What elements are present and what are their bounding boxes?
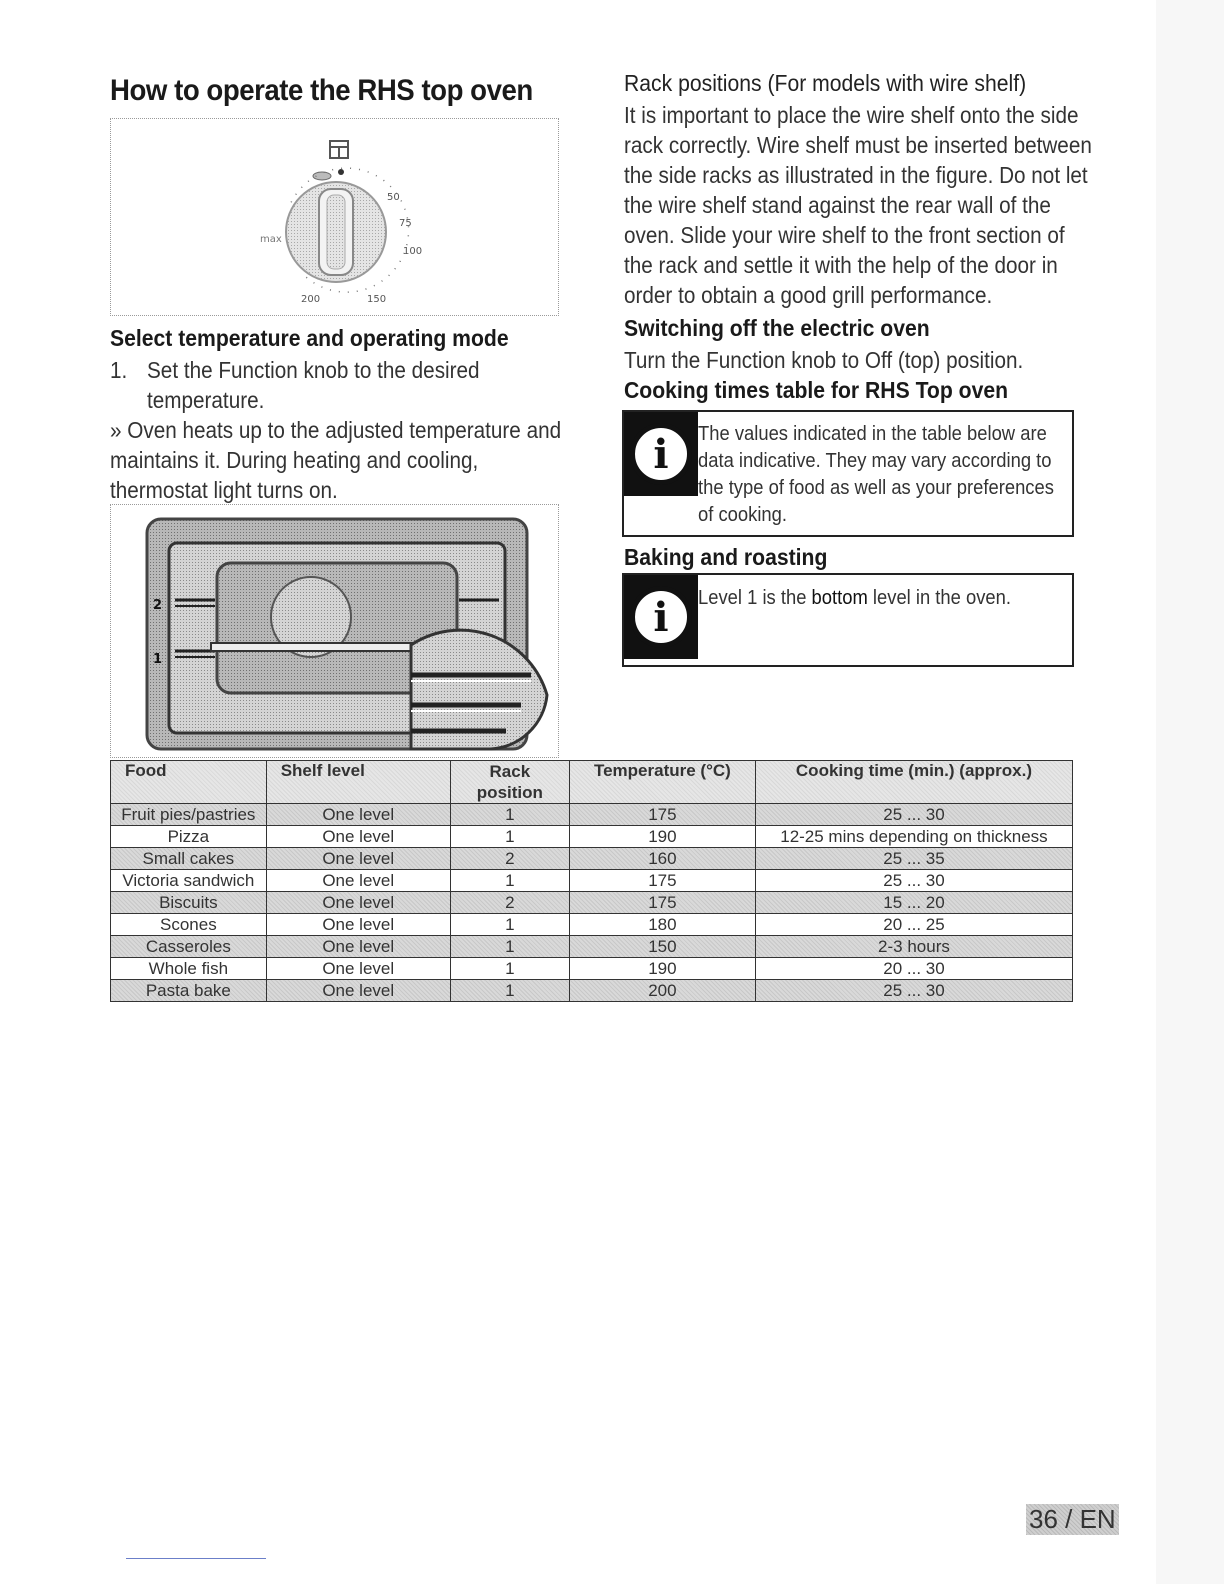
- table-cell: 2: [450, 848, 569, 870]
- table-cell: Scones: [111, 914, 267, 936]
- table-cell: 150: [569, 936, 755, 958]
- col-header-food: Food: [111, 761, 267, 804]
- table-row: [111, 848, 1073, 870]
- info-icon: i: [624, 575, 698, 659]
- table-cell: 12-25 mins depending on thickness: [755, 826, 1072, 848]
- page-title: How to operate the RHS top oven: [110, 74, 533, 107]
- table-row: [111, 870, 1073, 892]
- table-cell: Whole fish: [111, 958, 267, 980]
- knob-marker-icon: [338, 169, 344, 175]
- table-cell: One level: [266, 958, 450, 980]
- table-cell: One level: [266, 936, 450, 958]
- table-cell: 1: [450, 980, 569, 1002]
- page-edge: [1156, 0, 1224, 1584]
- label-150: 150: [367, 294, 387, 305]
- table-cell: Pasta bake: [111, 980, 267, 1002]
- step-number: 1.: [110, 357, 128, 383]
- table-row: [111, 892, 1073, 914]
- table-cell: 1: [450, 804, 569, 826]
- rack-level-2-label: 2: [153, 598, 163, 613]
- table-cell: 20 ... 30: [755, 958, 1072, 980]
- table-cell: Pizza: [111, 826, 267, 848]
- table-cell: 175: [569, 892, 755, 914]
- step-1-text: Set the Function knob to the desired temperature.: [147, 357, 480, 413]
- baking-roasting-heading: Baking and roasting: [624, 544, 828, 570]
- table-row: [111, 804, 1073, 826]
- table-cell: 200: [569, 980, 755, 1002]
- table-cell: 25 ... 30: [755, 980, 1072, 1002]
- info-box-level: [622, 573, 1074, 667]
- table-cell: Fruit pies/pastries: [111, 804, 267, 826]
- footer-divider: [126, 1558, 266, 1559]
- rack-level-1-label: 1: [153, 652, 163, 667]
- info-box-values: [622, 410, 1074, 537]
- switching-off-heading: Switching off the electric oven: [624, 315, 930, 341]
- table-cell: 180: [569, 914, 755, 936]
- select-temperature-heading: Select temperature and operating mode: [110, 325, 509, 351]
- table-row: [111, 826, 1073, 848]
- table-cell: One level: [266, 892, 450, 914]
- table-cell: 1: [450, 914, 569, 936]
- col-header-temperature: Temperature (°C): [569, 761, 755, 804]
- table-row: [111, 936, 1073, 958]
- table-cell: 2: [450, 892, 569, 914]
- table-cell: 2-3 hours: [755, 936, 1072, 958]
- table-cell: One level: [266, 848, 450, 870]
- info-values-text: The values indicated in the table below are data indicative. They may vary according to the type of food as well as your preferences of cooking.: [698, 423, 1054, 526]
- col-header-rack: Rack position: [450, 761, 569, 804]
- cooking-table-heading: Cooking times table for RHS Top oven: [624, 377, 1009, 403]
- table-cell: 1: [450, 870, 569, 892]
- table-cell: Victoria sandwich: [111, 870, 267, 892]
- rack-positions-text: It is important to place the wire shelf onto the side rack correctly. Wire shelf must be inserted between the side racks as illustrated in the figure. Do not let the wire shelf stand against the rear wall of the oven. Slide your wire shelf to the front section of the rack and settle it with the help of the door in order to obtain a good grill performance.: [624, 102, 1092, 308]
- table-cell: 1: [450, 826, 569, 848]
- table-cell: Biscuits: [111, 892, 267, 914]
- table-cell: 160: [569, 848, 755, 870]
- table-cell: 20 ... 25: [755, 914, 1072, 936]
- label-100: 100: [403, 246, 423, 257]
- label-75: 75: [399, 218, 412, 229]
- col-header-shelf: Shelf level: [266, 761, 450, 804]
- page-number: 36 / EN: [1026, 1504, 1119, 1535]
- table-cell: 190: [569, 826, 755, 848]
- oven-rack-figure: [110, 504, 559, 758]
- col-header-time: Cooking time (min.) (approx.): [755, 761, 1072, 804]
- function-knob-figure: [110, 118, 559, 316]
- info-level-text: Level 1 is the bottom level in the oven.: [698, 587, 1012, 609]
- result-text: » Oven heats up to the adjusted temperature and maintains it. During heating and cooling, thermostat light turns on.: [110, 417, 562, 503]
- label-200: 200: [301, 294, 321, 305]
- oven-rack-illustration: [111, 505, 558, 757]
- function-knob-illustration: [111, 119, 558, 315]
- table-cell: One level: [266, 804, 450, 826]
- switching-off-text: Turn the Function knob to Off (top) position.: [624, 347, 1024, 373]
- table-cell: 25 ... 35: [755, 848, 1072, 870]
- label-max: max: [260, 234, 282, 245]
- table-row: [111, 980, 1073, 1002]
- label-50: 50: [387, 192, 400, 203]
- table-cell: One level: [266, 914, 450, 936]
- cooking-times-table: [110, 760, 1073, 1002]
- table-cell: One level: [266, 826, 450, 848]
- table-header-row: [111, 761, 1073, 804]
- table-cell: Casseroles: [111, 936, 267, 958]
- rack-positions-heading: Rack positions (For models with wire shelf): [624, 70, 1027, 96]
- table-cell: 15 ... 20: [755, 892, 1072, 914]
- table-cell: 1: [450, 958, 569, 980]
- table-cell: 25 ... 30: [755, 804, 1072, 826]
- table-cell: 25 ... 30: [755, 870, 1072, 892]
- table-row: [111, 914, 1073, 936]
- table-cell: 1: [450, 936, 569, 958]
- info-icon: i: [624, 412, 698, 496]
- table-cell: 175: [569, 804, 755, 826]
- table-cell: One level: [266, 980, 450, 1002]
- table-cell: 190: [569, 958, 755, 980]
- table-row: [111, 958, 1073, 980]
- table-cell: One level: [266, 870, 450, 892]
- table-cell: 175: [569, 870, 755, 892]
- table-cell: Small cakes: [111, 848, 267, 870]
